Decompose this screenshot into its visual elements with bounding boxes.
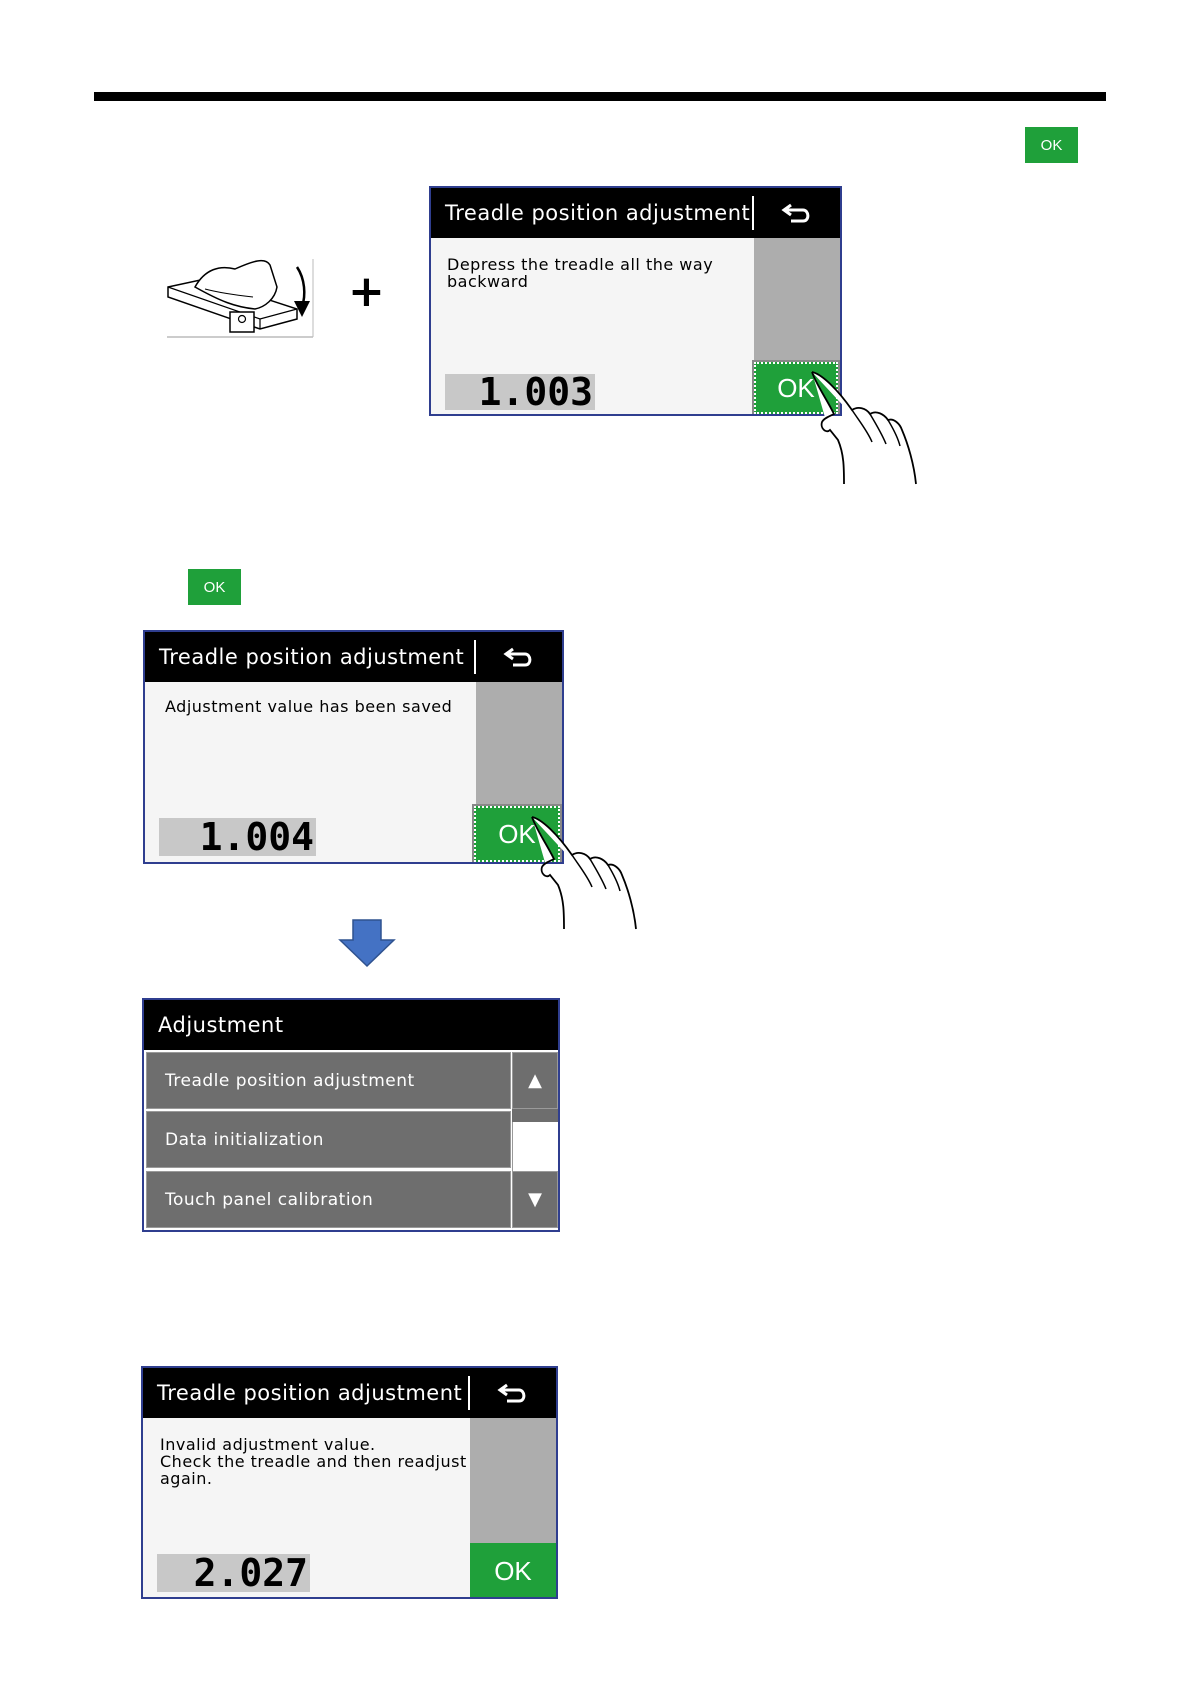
back-button[interactable]: [754, 188, 840, 238]
side-panel: [476, 682, 562, 806]
ok-chip-top: OK: [1025, 127, 1078, 163]
dialog-message: Adjustment value has been saved: [165, 697, 453, 716]
back-button[interactable]: [470, 1368, 556, 1418]
value-display: 1.004: [159, 818, 316, 856]
side-panel: [470, 1418, 556, 1543]
back-button[interactable]: [476, 632, 562, 682]
menu-title: Adjustment: [144, 1000, 558, 1050]
ok-button[interactable]: OK: [754, 362, 838, 414]
menu-item-touch-panel-calibration[interactable]: Touch panel calibration: [146, 1171, 511, 1228]
treadle-foot-icon: [165, 257, 315, 339]
return-arrow-icon: [781, 202, 813, 224]
value-display: 2.027: [157, 1554, 310, 1592]
triangle-up-icon: ▲: [528, 1070, 542, 1091]
dialog-title: Treadle position adjustment: [159, 645, 465, 669]
dialog-header: [431, 188, 840, 238]
dialog-message: Depress the treadle all the way backward: [447, 255, 714, 291]
triangle-down-icon: ▼: [528, 1189, 542, 1210]
ok-button[interactable]: OK: [474, 806, 560, 862]
menu-item-treadle-position[interactable]: Treadle position adjustment: [146, 1052, 511, 1109]
dialog-saved: [143, 630, 564, 864]
top-rule: [94, 92, 1106, 101]
dialog-invalid: [141, 1366, 558, 1599]
scroll-up-button[interactable]: [512, 1052, 558, 1109]
arrow-down-icon: [338, 918, 396, 968]
return-arrow-icon: [497, 1382, 529, 1404]
ok-chip-step: OK: [188, 569, 241, 605]
adjustment-menu: [142, 998, 560, 1232]
hand-pointer-icon: [530, 815, 640, 930]
ok-button[interactable]: OK: [470, 1543, 556, 1599]
dialog-title: Treadle position adjustment: [445, 201, 751, 225]
scrollbar-thumb[interactable]: [512, 1109, 558, 1122]
return-arrow-icon: [503, 646, 535, 668]
dialog-title: Treadle position adjustment: [157, 1381, 463, 1405]
scroll-down-button[interactable]: [512, 1171, 558, 1228]
dialog-message: Invalid adjustment value. Check the treadle and then readjust again.: [160, 1435, 467, 1488]
side-panel: [754, 238, 840, 362]
dialog-depress: [429, 186, 842, 416]
value-display: 1.003: [445, 374, 595, 410]
menu-item-data-initialization[interactable]: Data initialization: [146, 1111, 511, 1168]
dialog-header: [145, 632, 562, 682]
hand-pointer-icon: [810, 370, 920, 485]
dialog-header: [143, 1368, 556, 1418]
plus-sign: +: [348, 266, 385, 317]
